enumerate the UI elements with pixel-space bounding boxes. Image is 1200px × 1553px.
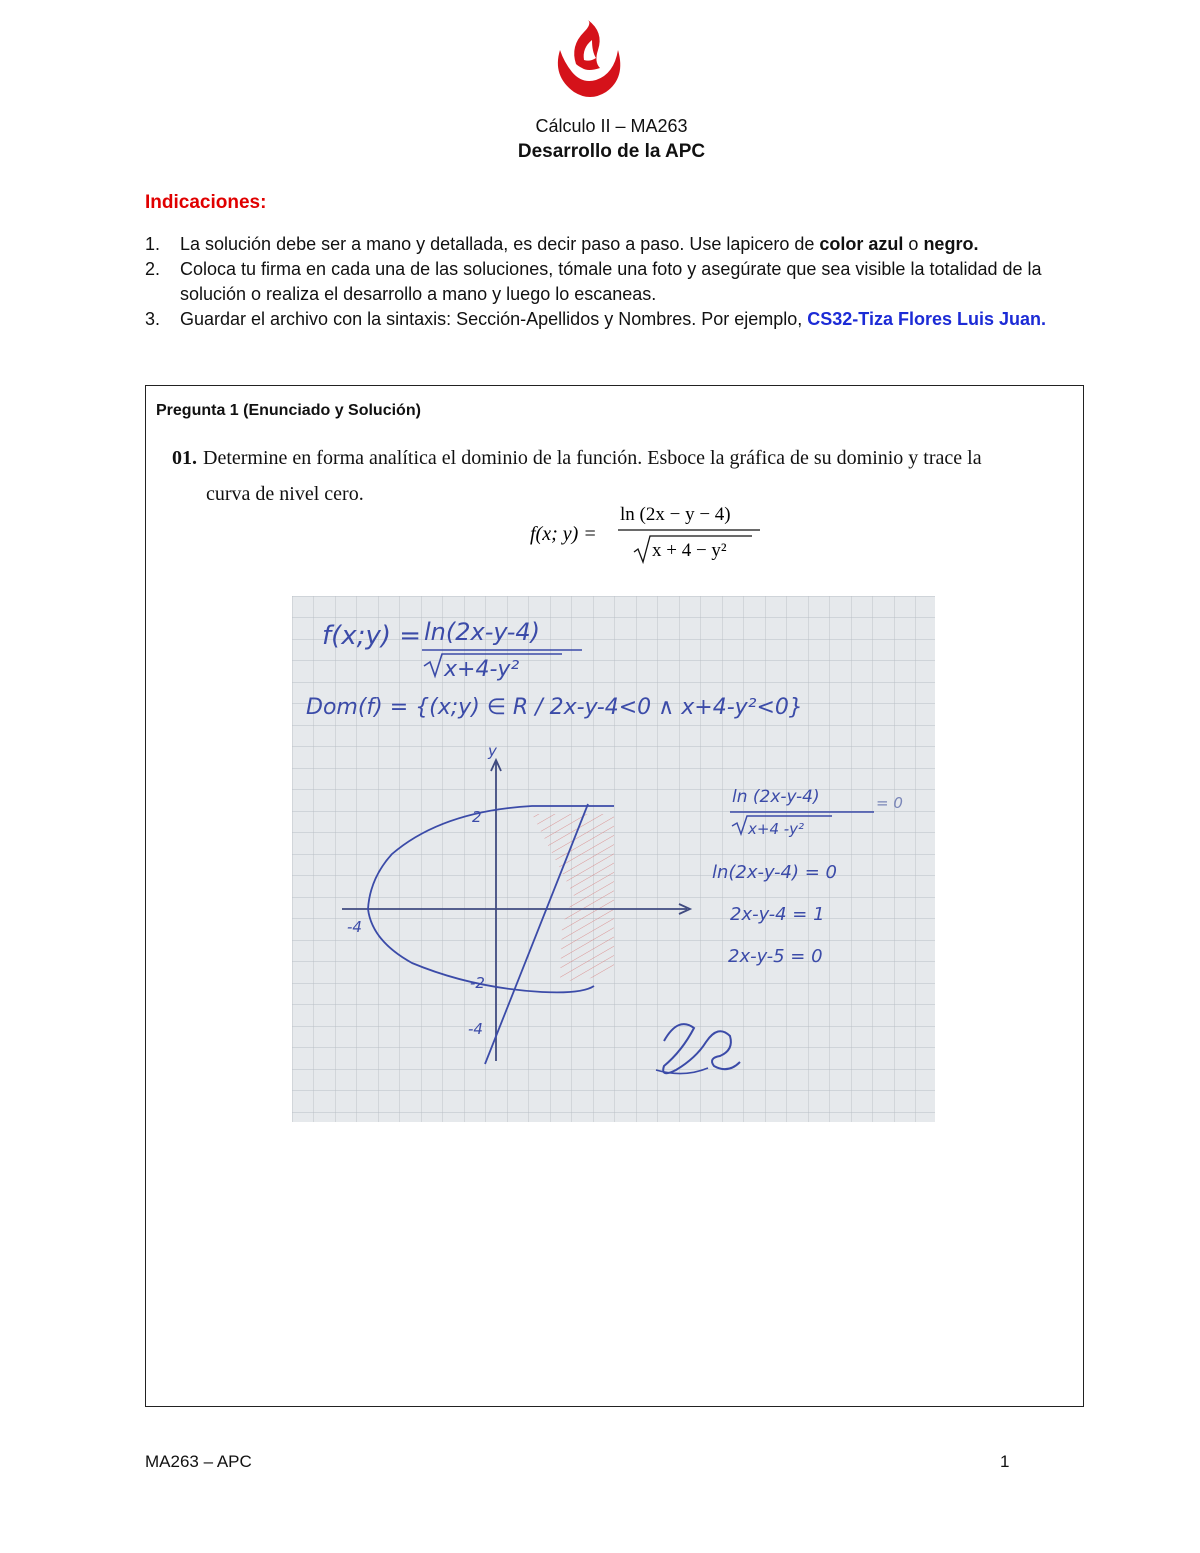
formula-numerator: ln (2x − y − 4) bbox=[620, 504, 731, 525]
hw-level-rhs: = 0 bbox=[876, 794, 903, 812]
hw-level-numerator: ln (2x-y-4) bbox=[732, 787, 820, 807]
hw-tick-neg2: -2 bbox=[470, 974, 485, 992]
emphasis-color-blue: color azul bbox=[819, 234, 904, 254]
emphasis-color-black: negro. bbox=[923, 234, 979, 254]
filename-example: CS32-Tiza Flores Luis Juan. bbox=[807, 309, 1047, 329]
hw-tick-2: 2 bbox=[472, 808, 482, 826]
course-subject: Cálculo II – MA263 bbox=[535, 116, 688, 136]
instruction-text: o bbox=[903, 234, 924, 254]
instruction-number: 2. bbox=[145, 259, 161, 279]
hw-tick-neg4-x: -4 bbox=[347, 918, 362, 936]
instructions-list bbox=[145, 232, 1085, 332]
university-logo bbox=[548, 20, 628, 102]
formula-denominator: x + 4 − y² bbox=[652, 540, 727, 561]
hw-level-denominator: x+4 -y² bbox=[748, 820, 805, 838]
instruction-number: 1. bbox=[145, 234, 161, 254]
instruction-item bbox=[145, 257, 1085, 307]
hw-function-denominator: x+4-y² bbox=[444, 657, 520, 682]
instruction-text: La solución debe ser a mano y detallada, es decir paso a paso. Use lapicero de bbox=[180, 234, 820, 254]
footer-course: MA263 – APC bbox=[145, 1452, 252, 1471]
hw-tick-neg4-y: -4 bbox=[468, 1020, 483, 1038]
hw-level-step-2: 2x-y-4 = 1 bbox=[730, 904, 825, 925]
instruction-item bbox=[145, 232, 1085, 257]
hw-level-step-3: 2x-y-5 = 0 bbox=[728, 946, 823, 967]
hw-level-step-1: ln(2x-y-4) = 0 bbox=[712, 862, 837, 883]
handwritten-solution-photo bbox=[292, 596, 935, 1122]
instructions-label: Indicaciones: bbox=[145, 192, 267, 213]
document-title: Desarrollo de la APC bbox=[517, 141, 706, 162]
function-formula bbox=[530, 500, 770, 570]
instruction-item bbox=[145, 307, 1085, 332]
question-number: 01. bbox=[172, 447, 197, 469]
hw-function-numerator: ln(2x-y-4) bbox=[424, 618, 541, 646]
hw-function-lhs: f(x;y) = bbox=[322, 621, 422, 651]
instruction-text: Coloca tu firma en cada una de las soluciones, tómale una foto y asegúrate que sea visible la totalidad de la solución o realiza el desarrollo a mano y luego lo escaneas. bbox=[180, 259, 1042, 304]
instruction-text: Guardar el archivo con la sintaxis: Sección-Apellidos y Nombres. Por ejemplo, bbox=[180, 309, 808, 329]
formula-lhs: f(x; y) = bbox=[530, 523, 597, 545]
instruction-number: 3. bbox=[145, 309, 161, 329]
question-label: Pregunta 1 (Enunciado y Solución) bbox=[156, 402, 421, 419]
footer-page-number: 1 bbox=[1000, 1452, 1010, 1471]
hw-axis-y-label: y bbox=[488, 742, 497, 760]
question-line-1: Determine en forma analítica el dominio de la función. Esboce la gráfica de su dominio y trace la bbox=[203, 447, 982, 469]
hw-domain-definition: Dom(f) = {(x;y) ∈ R / 2x-y-4<0 ∧ x+4-y²<0} bbox=[306, 695, 803, 720]
question-line-2: curva de nivel cero. bbox=[206, 483, 364, 505]
